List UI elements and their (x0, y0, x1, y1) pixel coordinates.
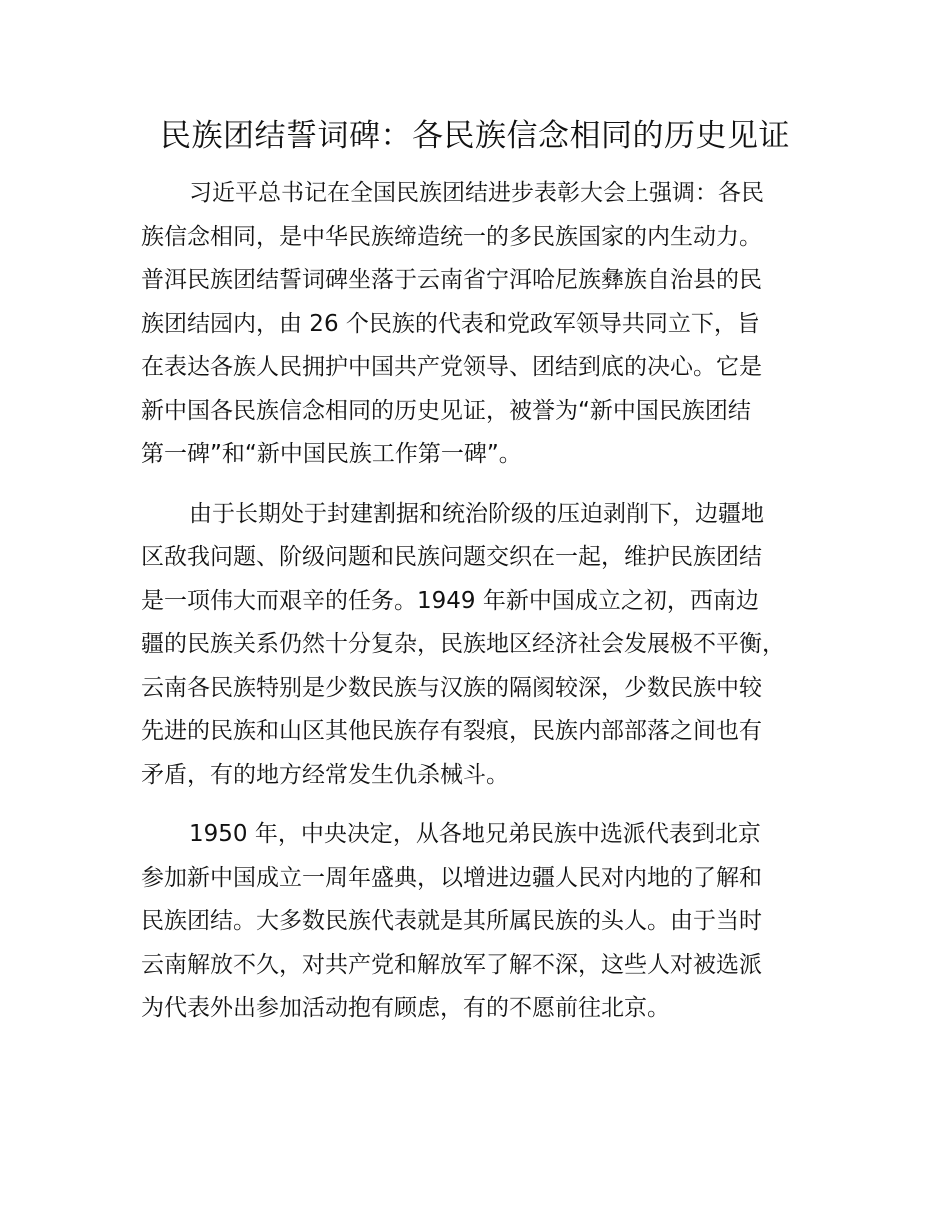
text-line: 云南解放不久，对共产党和解放军了解不深，这些人对被选派 (141, 951, 762, 978)
text-line: 在表达各族人民拥护中国共产党领导、团结到底的决心。它是 (141, 354, 762, 380)
paragraph-3 (141, 813, 831, 1031)
text-line: 疆的民族关系仍然十分复杂，民族地区经济社会发展极不平衡， (141, 631, 785, 657)
text-line: 1950 年，中央决定，从各地兄弟民族中选派代表到北京 (189, 821, 761, 847)
paragraph-1 (141, 172, 831, 477)
text-line: 族信念相同，是中华民族缔造统一的多民族国家的内生动力。 (141, 223, 762, 250)
text-line: 矛盾，有的地方经常发生仇杀械斗。 (141, 761, 509, 788)
paragraph-2 (141, 493, 831, 798)
text-line: 是一项伟大而艰辛的任务。1949 年新中国成立之初，西南边 (141, 587, 759, 614)
text-line: 族团结园内，由 26 个民族的代表和党政军领导共同立下，旨 (141, 310, 760, 337)
text-line: 习近平总书记在全国民族团结进步表彰大会上强调：各民 (189, 180, 764, 206)
text-line: 先进的民族和山区其他民族存有裂痕，民族内部部落之间也有 (141, 718, 762, 744)
text-line: 为代表外出参加活动抱有顾虑，有的不愿前往北京。 (141, 995, 670, 1021)
text-line: 区敌我问题、阶级问题和民族问题交织在一起，维护民族团结 (141, 544, 762, 570)
document-title: 民族团结誓词碑：各民族信念相同的历史见证 (160, 118, 790, 154)
document-body (141, 172, 831, 1047)
text-line: 普洱民族团结誓词碑坐落于云南省宁洱哈尼族彝族自治县的民 (141, 267, 762, 293)
text-line: 参加新中国成立一周年盛典，以增进边疆人民对内地的了解和 (141, 864, 762, 891)
text-line: 云南各民族特别是少数民族与汉族的隔阂较深，少数民族中较 (141, 674, 762, 701)
text-line: 新中国各民族信念相同的历史见证，被誉为“新中国民族团结 (141, 397, 751, 424)
text-line: 第一碑”和“新中国民族工作第一碑”。 (141, 441, 522, 467)
text-line: 民族团结。大多数民族代表就是其所属民族的头人。由于当时 (141, 908, 762, 934)
text-line: 由于长期处于封建割据和统治阶级的压迫剥削下，边疆地 (189, 500, 764, 527)
